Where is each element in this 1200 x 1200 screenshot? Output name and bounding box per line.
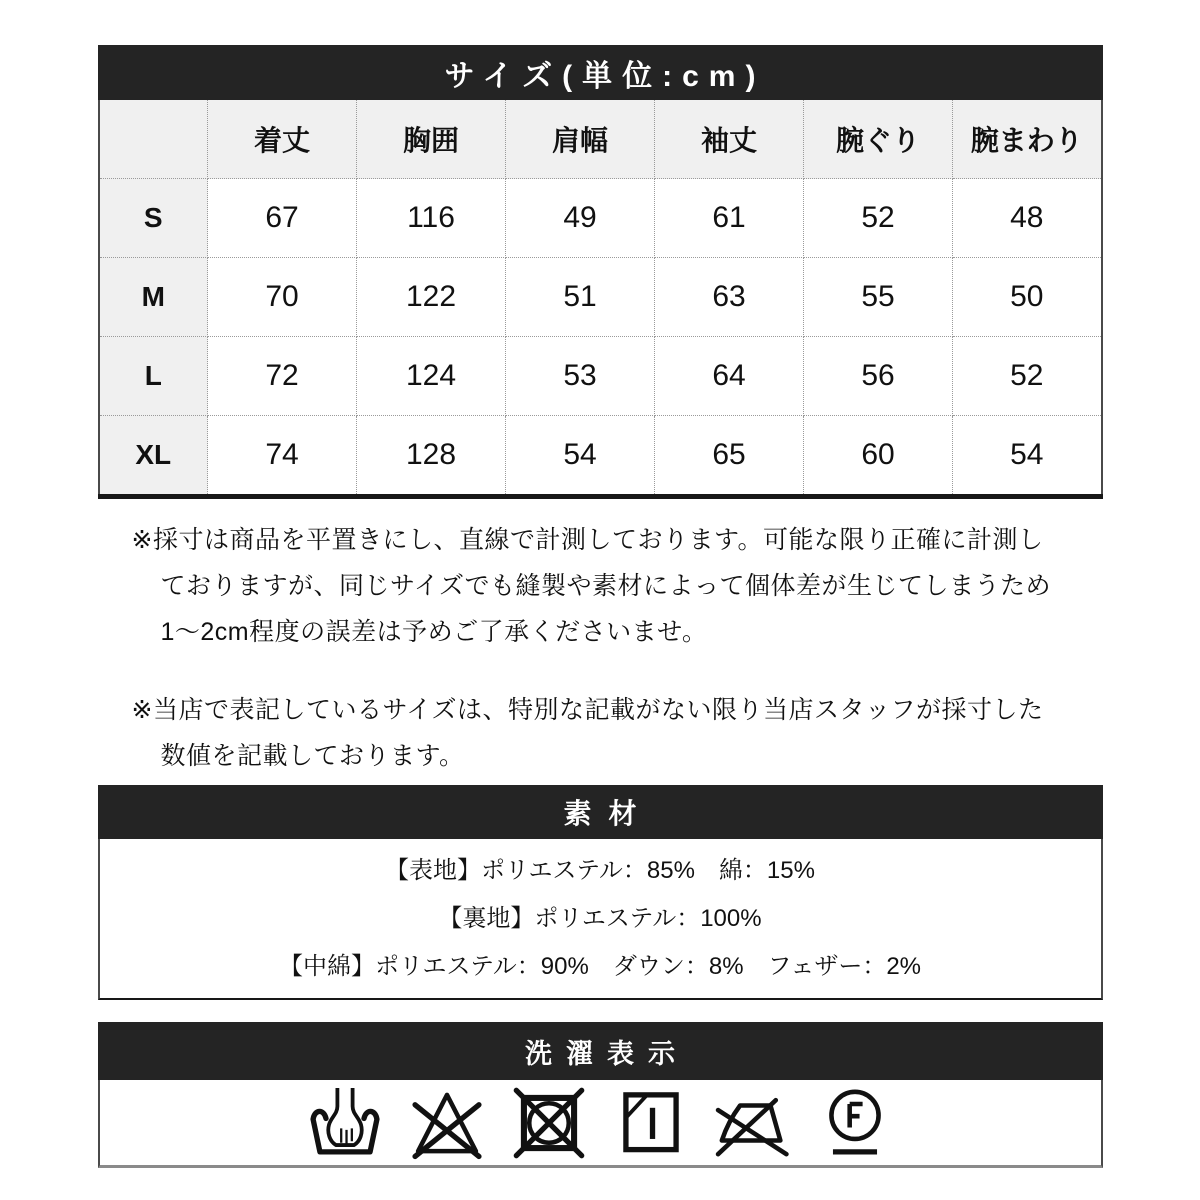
size-value-cell: 122	[357, 258, 506, 337]
size-value-cell: 54	[506, 416, 655, 497]
size-value-cell: 60	[804, 416, 953, 497]
care-section	[98, 1022, 1103, 1168]
line-dry-in-shade-icon	[613, 1085, 689, 1161]
column-header-chest: 胸囲	[357, 100, 506, 179]
size-row-l	[99, 337, 1102, 416]
store-measurement-note	[98, 687, 1103, 779]
size-value-cell: 48	[953, 179, 1102, 258]
care-section-title: 洗濯表示	[98, 1022, 1103, 1080]
size-section	[98, 45, 1103, 499]
size-section-title: サイズ(単位:cm)	[98, 45, 1103, 100]
size-value-cell: 63	[655, 258, 804, 337]
size-value-cell: 53	[506, 337, 655, 416]
do-not-tumble-dry-icon	[511, 1085, 587, 1161]
note-line: 数値を記載しております。	[160, 742, 465, 770]
size-value-cell: 67	[208, 179, 357, 258]
material-box	[98, 839, 1103, 1000]
note-line: 1〜2cm程度の誤差は予めご了承くださいませ。	[160, 618, 708, 646]
do-not-bleach-icon	[409, 1085, 485, 1161]
size-value-cell: 128	[357, 416, 506, 497]
row-label: M	[99, 258, 208, 337]
size-table-header-row	[99, 100, 1102, 179]
column-header-armhole: 腕ぐり	[804, 100, 953, 179]
row-label: L	[99, 337, 208, 416]
material-lining: 【裏地】ポリエステル：100%	[438, 904, 762, 932]
size-table	[98, 100, 1103, 499]
size-value-cell: 74	[208, 416, 357, 497]
size-value-cell: 51	[506, 258, 655, 337]
size-value-cell: 124	[357, 337, 506, 416]
material-padding: 【中綿】ポリエステル：90% ダウン：8% フェザー：2%	[278, 952, 922, 980]
note-line: ※採寸は商品を平置きにし、直線で計測しております。可能な限り正確に計測し	[131, 526, 1044, 554]
size-value-cell: 52	[804, 179, 953, 258]
row-label: XL	[99, 416, 208, 497]
size-value-cell: 49	[506, 179, 655, 258]
size-value-cell: 72	[208, 337, 357, 416]
corner-cell	[99, 100, 208, 179]
size-value-cell: 54	[953, 416, 1102, 497]
size-value-cell: 50	[953, 258, 1102, 337]
row-label: S	[99, 179, 208, 258]
size-value-cell: 65	[655, 416, 804, 497]
product-spec-sheet	[98, 0, 1103, 1168]
size-value-cell: 52	[953, 337, 1102, 416]
material-outer-fabric: 【表地】ポリエステル：85% 綿：15%	[385, 856, 815, 884]
notes-section	[98, 517, 1103, 779]
size-value-cell: 70	[208, 258, 357, 337]
size-value-cell: 56	[804, 337, 953, 416]
measurement-method-note	[98, 517, 1103, 655]
care-symbols-box	[98, 1080, 1103, 1168]
hand-wash-icon	[307, 1085, 383, 1161]
size-value-cell: 64	[655, 337, 804, 416]
size-value-cell: 55	[804, 258, 953, 337]
size-value-cell: 116	[357, 179, 506, 258]
column-header-length: 着丈	[208, 100, 357, 179]
note-line: ※当店で表記しているサイズは、特別な記載がない限り当店スタッフが採寸した	[131, 696, 1044, 724]
dry-clean-f-gentle-icon	[817, 1085, 893, 1161]
material-section-title: 素材	[98, 785, 1103, 839]
size-value-cell: 61	[655, 179, 804, 258]
column-header-shoulder: 肩幅	[506, 100, 655, 179]
size-row-m	[99, 258, 1102, 337]
column-header-arm-circumference: 腕まわり	[953, 100, 1102, 179]
material-section	[98, 785, 1103, 1000]
size-row-s	[99, 179, 1102, 258]
note-line: ておりますが、同じサイズでも縫製や素材によって個体差が生じてしまうため	[160, 572, 1052, 600]
size-row-xl	[99, 416, 1102, 497]
do-not-iron-icon	[715, 1085, 791, 1161]
column-header-sleeve: 袖丈	[655, 100, 804, 179]
